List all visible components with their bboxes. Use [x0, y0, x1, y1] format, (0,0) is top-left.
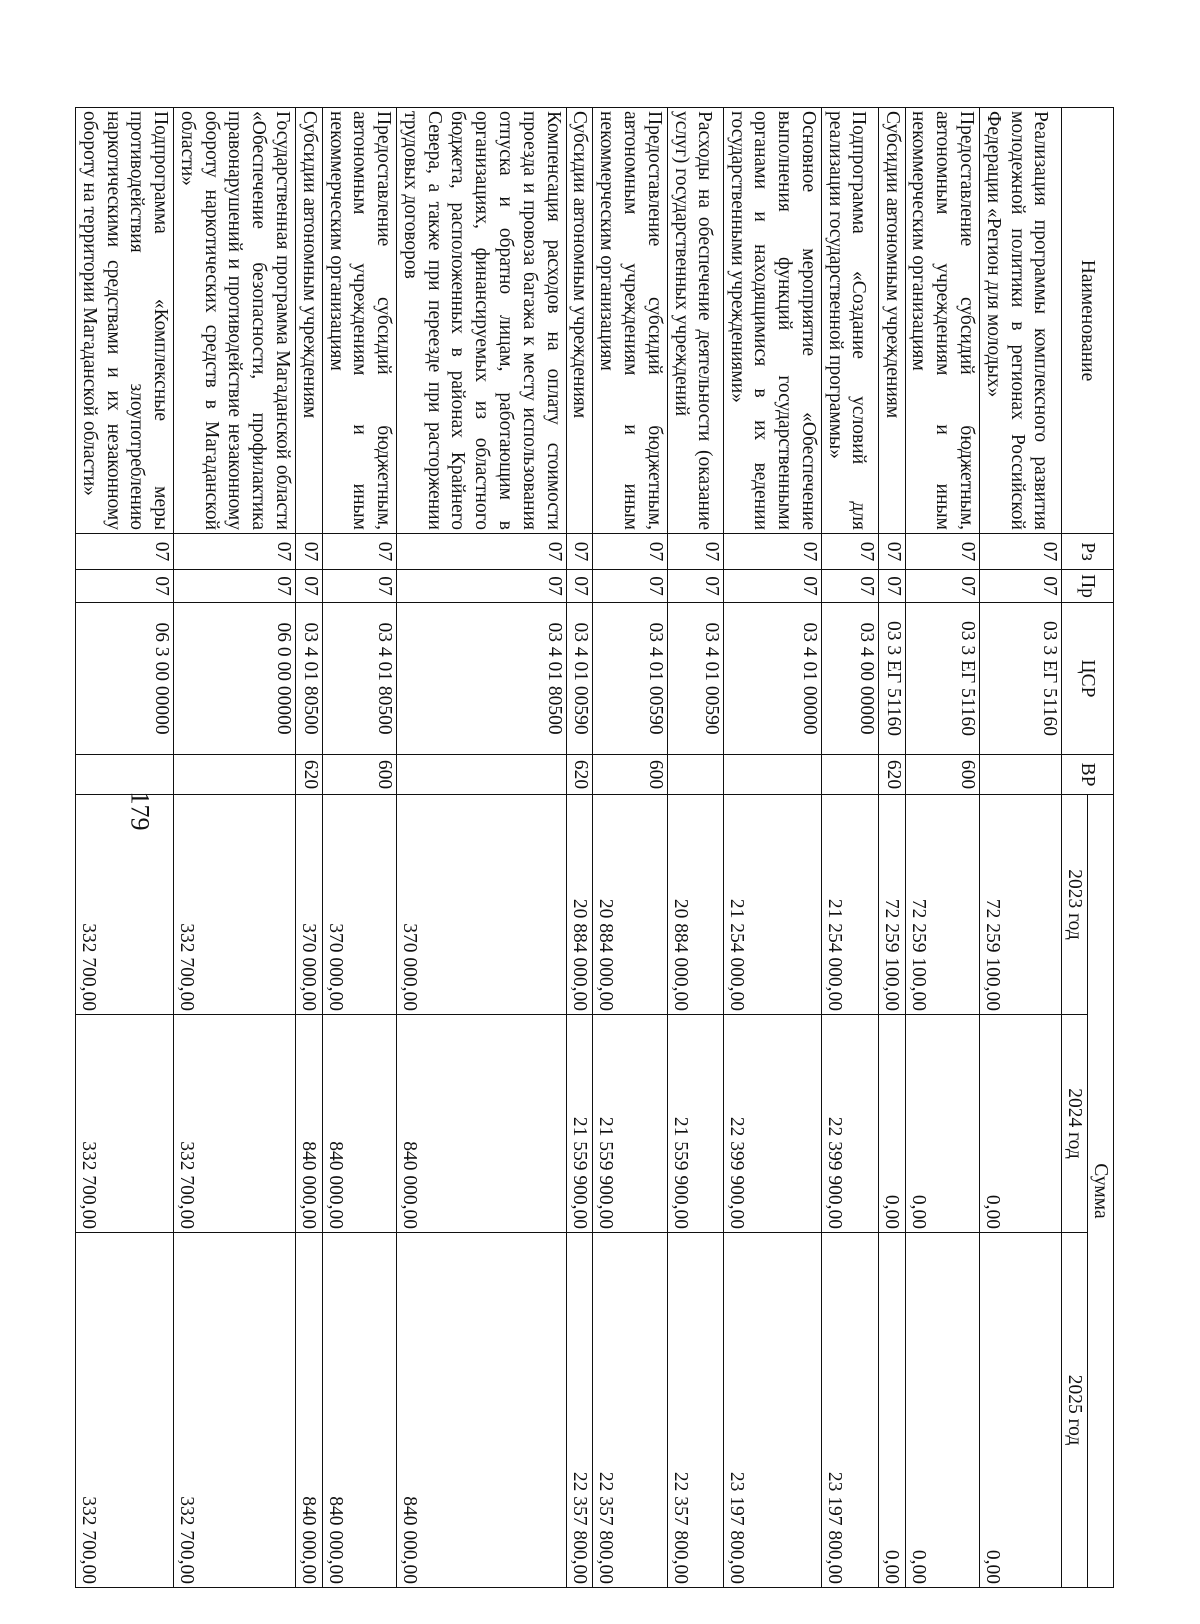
cell-2024: 22 399 900,00	[723, 1015, 821, 1233]
cell-pr: 07	[980, 570, 1062, 603]
cell-csr: 03 4 01 80500	[296, 603, 323, 755]
cell-name: Предоставление субсидий бюджетным, автономным учреждениям и иным некоммерческим организациям	[905, 108, 979, 534]
cell-name: Расходы на обеспечение деятельности (оказание услуг) государственных учреждений	[667, 108, 723, 534]
table-row	[905, 108, 979, 1588]
cell-rz: 07	[723, 534, 821, 570]
cell-2025: 23 197 800,00	[821, 1233, 878, 1588]
cell-2024: 840 000,00	[397, 1015, 566, 1233]
cell-csr: 03 4 01 00000	[723, 603, 821, 755]
table-row	[322, 108, 396, 1588]
cell-rz: 07	[566, 534, 593, 570]
cell-2025: 23 197 800,00	[723, 1233, 821, 1588]
cell-2025: 22 357 800,00	[566, 1233, 593, 1588]
header-rz: Рз	[1062, 534, 1114, 570]
cell-csr: 03 4 00 00000	[821, 603, 878, 755]
table-row	[980, 108, 1062, 1588]
cell-2023: 20 884 000,00	[667, 795, 723, 1015]
table-row	[667, 108, 723, 1588]
cell-rz: 07	[878, 534, 905, 570]
cell-vr	[397, 755, 566, 795]
cell-vr: 620	[296, 755, 323, 795]
cell-name: Подпрограмма «Комплексные меры противодействия злоупотреблению наркотическими средствами и их незаконному обороту на территории Магаданской области»	[76, 108, 174, 534]
cell-2024: 21 559 900,00	[593, 1015, 667, 1233]
cell-2023: 72 259 100,00	[878, 795, 905, 1015]
cell-rz: 07	[296, 534, 323, 570]
cell-2025: 332 700,00	[76, 1233, 174, 1588]
cell-name: Предоставление субсидий бюджетным, автономным учреждениям и иным некоммерческим организациям	[322, 108, 396, 534]
cell-name: Компенсация расходов на оплату стоимости проезда и провоза багажа к месту использования отпуска и обратно лицам, работающим в организациях, финансируемых из областного бюджета, расположенных в районах Крайнего Севера, а также при переезде при расторжении трудовых договоров	[397, 108, 566, 534]
cell-name: Основное мероприятие «Обеспечение выполнения функций государственными органами и находящимися в их ведении государственными учреждениями»	[723, 108, 821, 534]
cell-2024: 22 399 900,00	[821, 1015, 878, 1233]
cell-2023: 21 254 000,00	[723, 795, 821, 1015]
table-row	[76, 108, 174, 1588]
cell-pr: 07	[76, 570, 174, 603]
table-row	[723, 108, 821, 1588]
cell-pr: 07	[821, 570, 878, 603]
cell-csr: 03 4 01 80500	[322, 603, 396, 755]
cell-pr: 07	[296, 570, 323, 603]
cell-2023: 72 259 100,00	[980, 795, 1062, 1015]
header-csr: ЦСР	[1062, 603, 1114, 755]
cell-csr: 03 3 ЕГ 51160	[980, 603, 1062, 755]
cell-rz: 07	[76, 534, 174, 570]
cell-rz: 07	[397, 534, 566, 570]
cell-2025: 22 357 800,00	[593, 1233, 667, 1588]
header-2023: 2023 год	[1062, 795, 1088, 1015]
cell-2025: 0,00	[905, 1233, 979, 1588]
cell-2025: 22 357 800,00	[667, 1233, 723, 1588]
cell-vr	[723, 755, 821, 795]
cell-2023: 370 000,00	[397, 795, 566, 1015]
cell-csr: 06 3 00 00000	[76, 603, 174, 755]
cell-csr: 06 0 00 00000	[174, 603, 296, 755]
cell-rz: 07	[174, 534, 296, 570]
cell-vr: 600	[593, 755, 667, 795]
cell-vr	[76, 755, 174, 795]
cell-rz: 07	[980, 534, 1062, 570]
cell-rz: 07	[905, 534, 979, 570]
cell-pr: 07	[322, 570, 396, 603]
cell-rz: 07	[667, 534, 723, 570]
cell-csr: 03 3 ЕГ 51160	[878, 603, 905, 755]
header-2025: 2025 год	[1062, 1233, 1088, 1588]
header-sum: Сумма	[1088, 795, 1114, 1588]
cell-vr: 620	[878, 755, 905, 795]
cell-2023: 21 254 000,00	[821, 795, 878, 1015]
cell-csr: 03 4 01 00590	[667, 603, 723, 755]
cell-2023: 332 700,00	[174, 795, 296, 1015]
cell-2025: 840 000,00	[322, 1233, 396, 1588]
cell-vr	[174, 755, 296, 795]
cell-2024: 332 700,00	[174, 1015, 296, 1233]
cell-2024: 21 559 900,00	[667, 1015, 723, 1233]
cell-pr: 07	[723, 570, 821, 603]
cell-vr: 600	[322, 755, 396, 795]
cell-rz: 07	[322, 534, 396, 570]
cell-name: Субсидии автономным учреждениям	[296, 108, 323, 534]
table-row	[593, 108, 667, 1588]
header-2024: 2024 год	[1062, 1015, 1088, 1233]
cell-2024: 0,00	[878, 1015, 905, 1233]
cell-name: Подпрограмма «Создание условий для реализации государственной программы»	[821, 108, 878, 534]
cell-csr: 03 4 01 00590	[593, 603, 667, 755]
table-row	[397, 108, 566, 1588]
table-row	[878, 108, 905, 1588]
cell-csr: 03 4 01 00590	[566, 603, 593, 755]
cell-2024: 0,00	[905, 1015, 979, 1233]
table-row	[566, 108, 593, 1588]
cell-pr: 07	[397, 570, 566, 603]
cell-2023: 370 000,00	[296, 795, 323, 1015]
cell-name: Реализация программы комплексного развития молодежной политики в регионах Российской Федерации «Регион для молодых»	[980, 108, 1062, 534]
cell-2023: 370 000,00	[322, 795, 396, 1015]
cell-2024: 332 700,00	[76, 1015, 174, 1233]
cell-2023: 20 884 000,00	[566, 795, 593, 1015]
budget-table	[75, 107, 1114, 1588]
cell-pr: 07	[174, 570, 296, 603]
cell-pr: 07	[593, 570, 667, 603]
cell-2023: 332 700,00	[76, 795, 174, 1015]
cell-pr: 07	[667, 570, 723, 603]
cell-pr: 07	[566, 570, 593, 603]
cell-name: Предоставление субсидий бюджетным, автономным учреждениям и иным некоммерческим организациям	[593, 108, 667, 534]
cell-2025: 840 000,00	[397, 1233, 566, 1588]
cell-name: Субсидии автономным учреждениям	[566, 108, 593, 534]
cell-rz: 07	[593, 534, 667, 570]
cell-2025: 0,00	[980, 1233, 1062, 1588]
header-pr: Пр	[1062, 570, 1114, 603]
cell-2024: 840 000,00	[296, 1015, 323, 1233]
header-name: Наименование	[1062, 108, 1114, 534]
cell-2024: 0,00	[980, 1015, 1062, 1233]
cell-rz: 07	[821, 534, 878, 570]
cell-name: Субсидии автономным учреждениям	[878, 108, 905, 534]
table-row	[174, 108, 296, 1588]
cell-2023: 20 884 000,00	[593, 795, 667, 1015]
cell-2024: 840 000,00	[322, 1015, 396, 1233]
cell-vr	[980, 755, 1062, 795]
cell-csr: 03 3 ЕГ 51160	[905, 603, 979, 755]
cell-2023: 72 259 100,00	[905, 795, 979, 1015]
cell-vr: 600	[905, 755, 979, 795]
cell-pr: 07	[905, 570, 979, 603]
cell-vr	[667, 755, 723, 795]
page-number: 179	[125, 791, 155, 831]
cell-csr: 03 4 01 80500	[397, 603, 566, 755]
cell-vr	[821, 755, 878, 795]
table-row	[821, 108, 878, 1588]
cell-2025: 840 000,00	[296, 1233, 323, 1588]
cell-pr: 07	[878, 570, 905, 603]
cell-vr: 620	[566, 755, 593, 795]
table-body	[76, 108, 1062, 1588]
header-vr: ВР	[1062, 755, 1114, 795]
table-row	[296, 108, 323, 1588]
cell-2025: 0,00	[878, 1233, 905, 1588]
cell-2025: 332 700,00	[174, 1233, 296, 1588]
cell-name: Государственная программа Магаданской области «Обеспечение безопасности, профилактика правонарушений и противодействие незаконному обороту наркотических средств в Магаданской области»	[174, 108, 296, 534]
cell-2024: 21 559 900,00	[566, 1015, 593, 1233]
